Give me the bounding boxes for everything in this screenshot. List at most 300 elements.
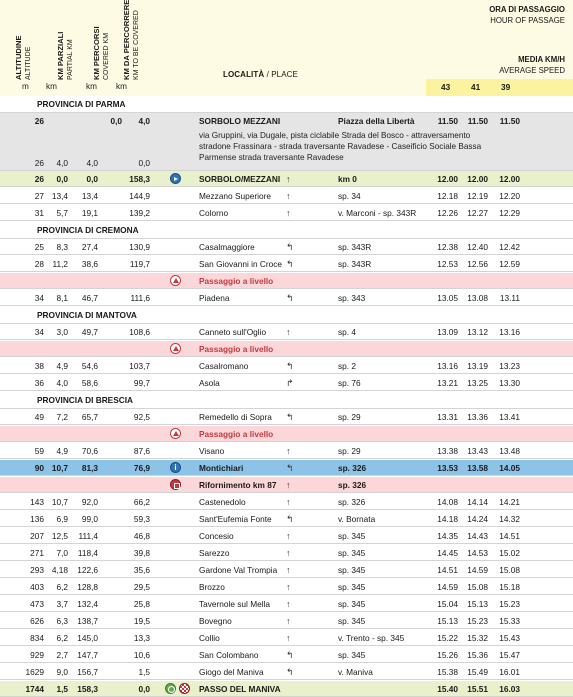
place-name: Asola <box>199 378 220 388</box>
speed-value: 39 <box>501 82 511 92</box>
altitude-cell: 929 <box>30 650 44 660</box>
time-43: 14.35 <box>437 531 458 541</box>
time-41: 12.27 <box>467 208 488 218</box>
tobe-km-cell: 19,5 <box>133 616 150 626</box>
time-43: 15.26 <box>437 650 458 660</box>
checkered-flag-icon <box>179 683 190 694</box>
time-41: 13.12 <box>467 327 488 337</box>
speed-value: 41 <box>471 82 481 92</box>
table-row <box>0 528 573 544</box>
covered-km-cell: 147,7 <box>77 650 98 660</box>
covered-km-cell: 27,4 <box>81 242 98 252</box>
covered-km-cell: 58,6 <box>81 378 98 388</box>
covered-km-cell: 70,6 <box>81 446 98 456</box>
direction-icon: ↑ <box>286 446 291 456</box>
tobe-km-cell: 59,3 <box>133 514 150 524</box>
time-43: 12.18 <box>437 191 458 201</box>
time-39: 15.08 <box>499 565 520 575</box>
table-row <box>0 613 573 629</box>
tobe-km-cell: 139,2 <box>129 208 150 218</box>
time-41: 13.58 <box>467 463 488 473</box>
speed-value: 43 <box>441 82 451 92</box>
road-ref: sp. 2 <box>338 361 356 371</box>
road-ref: sp. 343R <box>338 259 372 269</box>
altitude-cell: 34 <box>34 327 44 337</box>
road-ref: sp. 345 <box>338 616 366 626</box>
place-name: Tavernole sul Mella <box>199 599 271 609</box>
tobe-km-cell: 92,5 <box>133 412 150 422</box>
time-43: 12.53 <box>437 259 458 269</box>
start-covered-2: 4,0 <box>86 158 98 168</box>
time-43: 12.00 <box>437 174 458 184</box>
altitude-cell: 27 <box>34 191 44 201</box>
time-39: 15.43 <box>499 633 520 643</box>
road-ref: v. Bornata <box>338 514 376 524</box>
place-name: Sant'Eufemia Fonte <box>199 514 272 524</box>
road-ref: sp. 345 <box>338 599 366 609</box>
table-row <box>0 596 573 612</box>
partial-km-cell: 7,2 <box>56 412 68 422</box>
time-43: 13.21 <box>437 378 458 388</box>
table-row <box>0 579 573 595</box>
altitude-cell: 403 <box>30 582 44 592</box>
time-39: 14.32 <box>499 514 520 524</box>
time-39: 16.03 <box>499 684 520 694</box>
altitude-cell: 28 <box>34 259 44 269</box>
altitude-cell: 31 <box>34 208 44 218</box>
time-43: 15.13 <box>437 616 458 626</box>
partial-km-cell: 2,7 <box>56 650 68 660</box>
partial-km-cell: 11,2 <box>52 259 68 269</box>
time-43: 15.40 <box>437 684 458 694</box>
road-ref: sp. 345 <box>338 565 366 575</box>
direction-icon: ↑ <box>286 174 291 184</box>
partial-km-cell: 8,1 <box>56 293 68 303</box>
covered-km-cell: 49,7 <box>81 327 98 337</box>
time-41: 12.56 <box>467 259 488 269</box>
partial-km-cell: 6,2 <box>56 633 68 643</box>
tobe-km-cell: 1,5 <box>138 667 150 677</box>
covered-km-cell: 38,6 <box>81 259 98 269</box>
covered-km-cell: 81,3 <box>81 463 98 473</box>
level-crossing-icon <box>170 343 181 354</box>
altitude-cell: 26 <box>34 174 44 184</box>
start-time-2: 11.50 <box>467 116 488 126</box>
covered-km-cell: 54,6 <box>81 361 98 371</box>
tobe-km-cell: 130,9 <box>129 242 150 252</box>
altitude-cell: 271 <box>30 548 44 558</box>
level-crossing-row <box>0 341 573 357</box>
section-brescia: PROVINCIA DI BRESCIA <box>0 392 573 409</box>
time-39: 13.11 <box>499 293 520 303</box>
direction-icon: ↰ <box>286 514 294 524</box>
table-row <box>0 188 573 204</box>
time-43: 14.45 <box>437 548 458 558</box>
tobe-km-cell: 99,7 <box>133 378 150 388</box>
place-name: Giogo del Maniva <box>199 667 264 677</box>
partial-km-cell: 7,0 <box>56 548 68 558</box>
altitude-cell: 626 <box>30 616 44 626</box>
section-cremona: PROVINCIA DI CREMONA <box>0 222 573 239</box>
time-43: 13.38 <box>437 446 458 456</box>
time-41: 15.36 <box>467 650 488 660</box>
unit-altitude: m <box>22 82 29 91</box>
place-name: Bovegno <box>199 616 232 626</box>
tobe-km-cell: 119,7 <box>129 259 150 269</box>
level-crossing-icon <box>170 275 181 286</box>
direction-icon: ↰ <box>286 361 294 371</box>
road-ref: sp. 326 <box>338 497 366 507</box>
col-altitude-header: ALTITUDINE ALTITUDE <box>14 35 32 80</box>
altitude-cell: 59 <box>34 446 44 456</box>
unit-covered: km <box>86 82 97 91</box>
refuel-icon <box>170 479 181 490</box>
direction-icon: ↑ <box>286 565 291 575</box>
partial-km-cell: 12,5 <box>51 531 68 541</box>
start-time-3: 11.50 <box>499 116 520 126</box>
partial-km-cell: 6,2 <box>56 582 68 592</box>
direction-icon: ↑ <box>286 633 291 643</box>
place-name: SORBOLO/MEZZANI <box>199 174 281 184</box>
tobe-km-cell: 39,8 <box>133 548 150 558</box>
altitude-cell: 34 <box>34 293 44 303</box>
tobe-km-cell: 13,3 <box>133 633 150 643</box>
direction-icon: ↑ <box>286 191 291 201</box>
time-39: 15.18 <box>499 582 520 592</box>
time-43: 13.16 <box>437 361 458 371</box>
place-name: Casalromano <box>199 361 249 371</box>
time-41: 14.59 <box>467 565 488 575</box>
time-41: 12.19 <box>467 191 488 201</box>
covered-km-cell: 118,4 <box>77 548 98 558</box>
time-39: 15.33 <box>499 616 520 626</box>
time-39: 15.23 <box>499 599 520 609</box>
direction-icon: ↰ <box>286 650 294 660</box>
covered-km-cell: 46,7 <box>81 293 98 303</box>
road-ref: sp. 29 <box>338 412 361 422</box>
level-crossing-icon <box>170 428 181 439</box>
place-name: Visano <box>199 446 225 456</box>
covered-km-cell: 138,7 <box>77 616 98 626</box>
table-row <box>0 375 573 391</box>
partial-km-cell: 3,7 <box>56 599 68 609</box>
place-name: Sarezzo <box>199 548 230 558</box>
time-43: 15.38 <box>437 667 458 677</box>
info-icon <box>170 462 181 473</box>
time-43: 13.05 <box>437 293 458 303</box>
tobe-km-cell: 29,5 <box>133 582 150 592</box>
time-43: 14.59 <box>437 582 458 592</box>
direction-icon: ↑ <box>286 599 291 609</box>
altitude-cell: 38 <box>34 361 44 371</box>
partial-km-cell: 1,5 <box>56 684 68 694</box>
road-ref: sp. 29 <box>338 446 361 456</box>
start-covered: 0,0 <box>110 116 122 126</box>
tobe-km-cell: 25,8 <box>133 599 150 609</box>
table-row <box>0 511 573 527</box>
partial-km-cell: 0,0 <box>56 174 68 184</box>
start-road: Piazza della Libertà <box>338 116 415 126</box>
covered-km-cell: 13,4 <box>81 191 98 201</box>
road-ref: sp. 345 <box>338 548 366 558</box>
time-39: 14.05 <box>499 463 520 473</box>
direction-icon: ↱ <box>286 378 294 388</box>
locality-header: LOCALITÀ / PLACE <box>223 70 298 79</box>
time-43: 13.31 <box>437 412 458 422</box>
direction-icon: ↑ <box>286 208 291 218</box>
start-altitude-2: 26 <box>34 158 44 168</box>
partial-km-cell: 4,9 <box>56 446 68 456</box>
table-row <box>0 545 573 561</box>
time-41: 12.40 <box>467 242 488 252</box>
covered-km-cell: 128,8 <box>77 582 98 592</box>
direction-icon: ↰ <box>286 293 294 303</box>
time-39: 14.21 <box>499 497 520 507</box>
table-header <box>0 0 573 96</box>
covered-km-cell: 99,0 <box>81 514 98 524</box>
altitude-cell: 36 <box>34 378 44 388</box>
table-row <box>0 681 573 697</box>
start-altitude: 26 <box>34 116 44 126</box>
road-ref: sp. 76 <box>338 378 361 388</box>
road-ref: sp. 343R <box>338 242 372 252</box>
time-41: 15.13 <box>467 599 488 609</box>
speed-header: MEDIA KM/H AVERAGE SPEED <box>499 55 565 75</box>
time-41: 13.08 <box>467 293 488 303</box>
refuel-row <box>0 477 573 493</box>
direction-icon: ↰ <box>286 463 294 473</box>
time-39: 13.41 <box>499 412 520 422</box>
time-43: 15.22 <box>437 633 458 643</box>
unit-tobe: km <box>116 82 127 91</box>
tobe-km-cell: 158,3 <box>129 174 150 184</box>
passage-header: ORA DI PASSAGGIO HOUR OF PASSAGE <box>489 5 565 25</box>
covered-km-cell: 0,0 <box>86 174 98 184</box>
start-partial-2: 4,0 <box>56 158 68 168</box>
place-name: Gardone Val Trompia <box>199 565 278 575</box>
road-ref: sp. 34 <box>338 191 361 201</box>
place-name: Casalmaggiore <box>199 242 255 252</box>
altitude-cell: 207 <box>30 531 44 541</box>
road-ref: sp. 343 <box>338 293 366 303</box>
time-39: 13.48 <box>499 446 520 456</box>
place-name: Piadena <box>199 293 230 303</box>
partial-km-cell: 13,4 <box>51 191 68 201</box>
table-row <box>0 205 573 221</box>
start-tobe: 4,0 <box>138 116 150 126</box>
finish-icon <box>165 683 176 694</box>
tobe-km-cell: 66,2 <box>133 497 150 507</box>
time-41: 15.32 <box>467 633 488 643</box>
time-41: 14.14 <box>467 497 488 507</box>
road-ref: v. Marconi - sp. 343R <box>338 208 417 218</box>
place-name: PASSO DEL MANIVA <box>199 684 281 694</box>
time-43: 14.51 <box>437 565 458 575</box>
time-39: 16.01 <box>499 667 520 677</box>
time-39: 13.16 <box>499 327 520 337</box>
table-row <box>0 562 573 578</box>
tobe-km-cell: 103,7 <box>129 361 150 371</box>
direction-icon: ↑ <box>286 531 291 541</box>
altitude-cell: 49 <box>34 412 44 422</box>
tobe-km-cell: 76,9 <box>133 463 150 473</box>
partial-km-cell: 5,7 <box>56 208 68 218</box>
direction-icon: ↑ <box>286 616 291 626</box>
time-41: 15.51 <box>467 684 488 694</box>
road-ref: v. Maniva <box>338 667 373 677</box>
level-crossing-label: Passaggio a livello <box>199 344 274 354</box>
road-ref: sp. 345 <box>338 582 366 592</box>
direction-icon: ↰ <box>286 667 294 677</box>
partial-km-cell: 8,3 <box>56 242 68 252</box>
road-ref: sp. 345 <box>338 531 366 541</box>
partial-km-cell: 10,7 <box>51 463 68 473</box>
time-41: 15.49 <box>467 667 488 677</box>
table-row <box>0 358 573 374</box>
road-ref: sp. 326 <box>338 480 367 490</box>
tobe-km-cell: 144,9 <box>129 191 150 201</box>
direction-icon: ↑ <box>286 582 291 592</box>
col-covered-header: KM PERCORSI COVERED KM <box>92 26 110 80</box>
covered-km-cell: 92,0 <box>81 497 98 507</box>
altitude-cell: 25 <box>34 242 44 252</box>
time-43: 14.08 <box>437 497 458 507</box>
covered-km-cell: 65,7 <box>81 412 98 422</box>
altitude-cell: 90 <box>34 463 44 473</box>
unit-partial: km <box>46 82 57 91</box>
time-41: 15.23 <box>467 616 488 626</box>
section-mantova: PROVINCIA DI MANTOVA <box>0 307 573 324</box>
tobe-km-cell: 0,0 <box>138 684 150 694</box>
partial-km-cell: 3,0 <box>56 327 68 337</box>
refuel-label: Rifornimento km 87 <box>199 480 277 490</box>
table-row <box>0 256 573 272</box>
time-41: 15.08 <box>467 582 488 592</box>
covered-km-cell: 132,4 <box>77 599 98 609</box>
time-39: 12.20 <box>499 191 520 201</box>
partial-km-cell: 4,0 <box>56 378 68 388</box>
time-43: 14.18 <box>437 514 458 524</box>
time-43: 13.09 <box>437 327 458 337</box>
tobe-km-cell: 111,6 <box>130 293 150 303</box>
table-row <box>0 409 573 425</box>
start-tobe-2: 0,0 <box>138 158 150 168</box>
altitude-cell: 293 <box>30 565 44 575</box>
place-name: Remedello di Sopra <box>199 412 272 422</box>
table-row <box>0 647 573 663</box>
time-41: 12.00 <box>467 174 488 184</box>
tobe-km-cell: 35,6 <box>133 565 150 575</box>
direction-icon: ↑ <box>286 480 291 490</box>
table-row <box>0 460 573 476</box>
place-name: Collio <box>199 633 220 643</box>
partial-km-cell: 9,0 <box>56 667 68 677</box>
tobe-km-cell: 10,6 <box>133 650 150 660</box>
time-41: 14.43 <box>467 531 488 541</box>
road-ref: sp. 4 <box>338 327 356 337</box>
time-39: 12.00 <box>499 174 520 184</box>
direction-icon: ↰ <box>286 412 294 422</box>
partial-km-cell: 10,7 <box>51 497 68 507</box>
place-name: San Giovanni in Croce <box>199 259 283 269</box>
covered-km-cell: 122,6 <box>77 565 98 575</box>
covered-km-cell: 156,7 <box>77 667 98 677</box>
covered-km-cell: 19,1 <box>81 208 98 218</box>
time-39: 15.02 <box>499 548 520 558</box>
time-39: 14.51 <box>499 531 520 541</box>
direction-icon: ↑ <box>286 497 291 507</box>
time-39: 15.47 <box>499 650 520 660</box>
level-crossing-row <box>0 273 573 289</box>
tobe-km-cell: 87,6 <box>133 446 150 456</box>
altitude-cell: 1744 <box>25 684 44 694</box>
time-41: 14.24 <box>467 514 488 524</box>
altitude-cell: 473 <box>30 599 44 609</box>
time-41: 13.19 <box>467 361 488 371</box>
table-row <box>0 630 573 646</box>
road-ref: sp. 326 <box>338 463 367 473</box>
partial-km-cell: 4,18 <box>51 565 68 575</box>
time-41: 13.25 <box>467 378 488 388</box>
direction-icon: ↰ <box>286 242 294 252</box>
place-name: San Colombano <box>199 650 259 660</box>
altitude-cell: 1629 <box>25 667 44 677</box>
start-route-description: via Gruppini, via Dugale, pista ciclabile Strada del Bosco - attraversamento stradone Frassinara - strada traversante Ravadese - Caseificio Sociale Bassa Parmense strada traversante Ravadese <box>199 131 482 162</box>
time-39: 13.30 <box>499 378 520 388</box>
place-name: Castenedolo <box>199 497 246 507</box>
table-row <box>0 239 573 255</box>
partial-km-cell: 6,3 <box>56 616 68 626</box>
table-row <box>0 171 573 187</box>
section-parma: PROVINCIA DI PARMA <box>0 96 573 113</box>
place-name: Montichiari <box>199 463 244 473</box>
covered-km-cell: 145,0 <box>77 633 98 643</box>
direction-icon: ↰ <box>286 259 294 269</box>
altitude-cell: 834 <box>30 633 44 643</box>
place-name: Concesio <box>199 531 234 541</box>
time-39: 12.29 <box>499 208 520 218</box>
table-row <box>0 290 573 306</box>
start-icon <box>170 173 181 184</box>
table-row <box>0 494 573 510</box>
time-39: 13.23 <box>499 361 520 371</box>
level-crossing-label: Passaggio a livello <box>199 429 274 439</box>
altitude-cell: 136 <box>30 514 44 524</box>
covered-km-cell: 111,4 <box>78 531 98 541</box>
start-block <box>0 113 573 171</box>
partial-km-cell: 6,9 <box>56 514 68 524</box>
time-43: 12.26 <box>437 208 458 218</box>
direction-icon: ↑ <box>286 548 291 558</box>
road-ref: v. Trento - sp. 345 <box>338 633 405 643</box>
road-ref: sp. 345 <box>338 650 366 660</box>
table-row <box>0 324 573 340</box>
place-name: Brozzo <box>199 582 225 592</box>
start-time-1: 11.50 <box>437 116 458 126</box>
time-39: 12.42 <box>499 242 520 252</box>
time-43: 13.53 <box>437 463 458 473</box>
road-ref: km 0 <box>338 174 357 184</box>
partial-km-cell: 4,9 <box>56 361 68 371</box>
place-name: Canneto sull'Oglio <box>199 327 267 337</box>
time-41: 14.53 <box>467 548 488 558</box>
altitude-cell: 143 <box>30 497 44 507</box>
level-crossing-row <box>0 426 573 442</box>
col-tobe-header: KM DA PERCORRERE KM TO BE COVERED <box>122 0 140 80</box>
col-partial-header: KM PARZIALI PARTIAL KM <box>56 31 74 80</box>
level-crossing-label: Passaggio a livello <box>199 276 274 286</box>
direction-icon: ↑ <box>286 327 291 337</box>
